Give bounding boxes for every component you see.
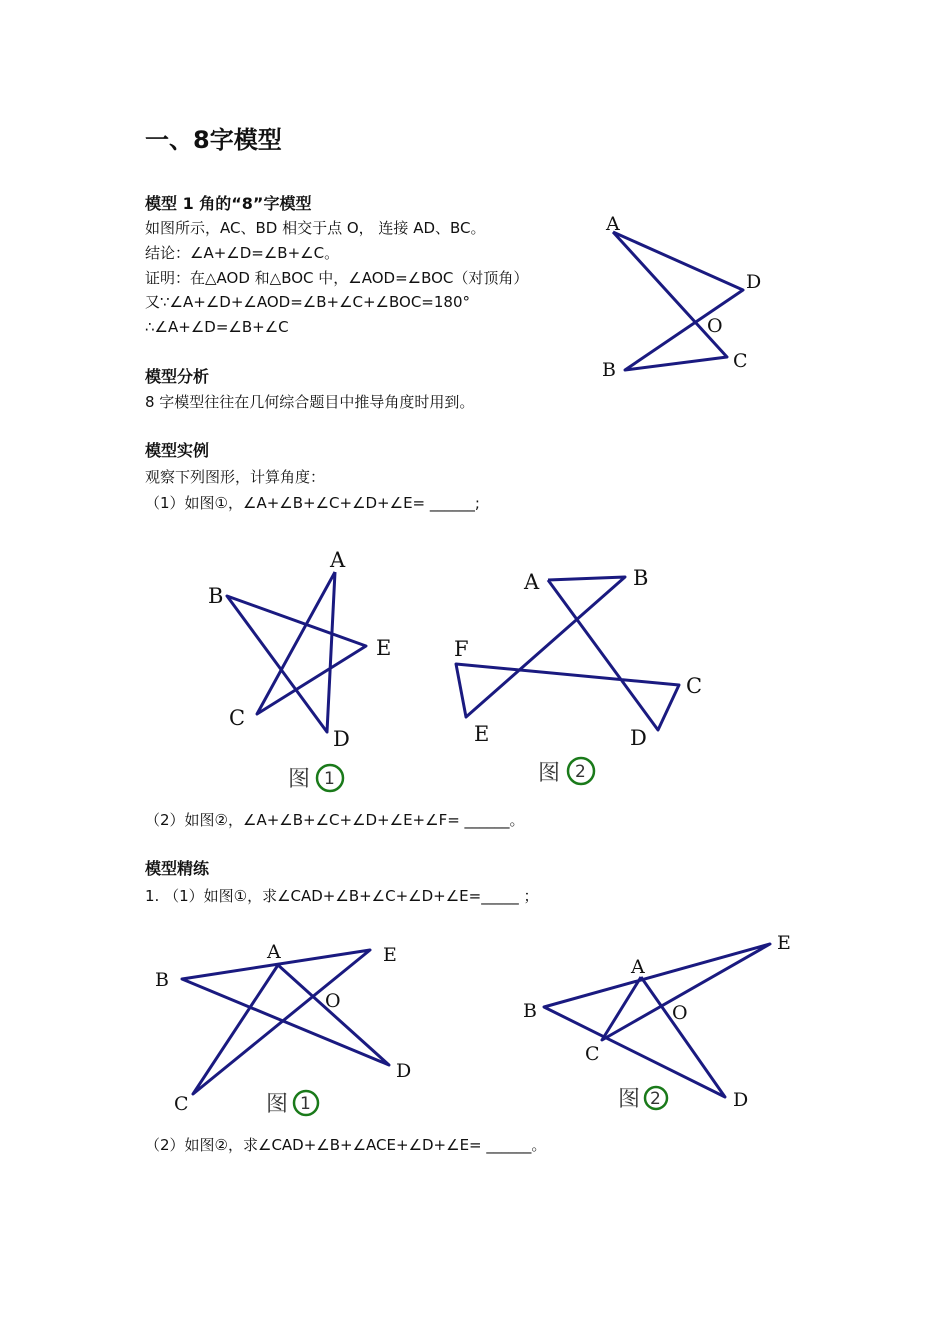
svg-text:O: O [325,990,341,1012]
svg-text:E: E [777,932,791,954]
svg-text:1: 1 [300,1094,311,1114]
example-question-2: （2）如图②，∠A+∠B+∠C+∠D+∠E+∠F= ______。 [145,811,525,829]
model1-line-2: 结论：∠A+∠D=∠B+∠C。 [145,244,340,262]
svg-text:2: 2 [650,1089,661,1109]
svg-text:E: E [383,944,397,966]
point-label-a: A [606,213,620,235]
point-label-c: C [733,350,748,372]
page-title: 一、8字模型 [145,126,282,154]
model1-heading: 模型 1 角的“8”字模型 [145,194,312,213]
svg-text:1: 1 [324,769,335,789]
svg-text:D: D [733,1089,749,1111]
model1-line-1: 如图所示，AC、BD 相交于点 O， 连接 AD、BC。 [145,219,486,237]
svg-text:E: E [376,636,392,660]
svg-text:C: C [585,1043,600,1065]
example-question-1: （1）如图①，∠A+∠B+∠C+∠D+∠E= ______; [145,494,480,512]
example-intro: 观察下列图形，计算角度： [145,468,326,486]
svg-text:E: E [474,722,490,746]
point-label-b: B [602,359,616,381]
model1-line-5: ∴∠A+∠D=∠B+∠C [145,318,289,336]
svg-text:F: F [454,637,469,661]
svg-text:A: A [267,941,281,963]
svg-text:B: B [155,969,169,991]
point-label-o: O [707,315,723,337]
svg-text:O: O [672,1002,688,1024]
svg-text:A: A [330,548,346,572]
practice-heading: 模型精练 [145,859,210,878]
svg-text:B: B [633,566,649,590]
figure-caption: 图 [288,767,311,792]
svg-text:D: D [630,726,647,750]
figure-caption: 图 [618,1087,641,1112]
svg-text:C: C [686,674,703,698]
model1-line-3: 证明：在△AOD 和△BOC 中，∠AOD=∠BOC（对顶角） [145,269,529,287]
svg-text:C: C [229,706,246,730]
svg-text:D: D [396,1060,412,1082]
analysis-text: 8 字模型往往在几何综合题目中推导角度时用到。 [145,393,475,411]
analysis-heading: 模型分析 [145,367,210,386]
svg-text:B: B [523,1000,537,1022]
point-label-d: D [746,271,762,293]
example-heading: 模型实例 [145,441,210,460]
svg-text:C: C [174,1093,189,1115]
svg-text:B: B [208,584,224,608]
svg-text:2: 2 [575,762,586,782]
figure-caption: 图 [266,1092,289,1117]
svg-text:A: A [524,570,540,594]
svg-text:A: A [631,956,645,978]
model1-line-4: 又∵∠A+∠D+∠AOD=∠B+∠C+∠BOC=180° [145,293,471,311]
figure-caption: 图 [538,761,561,786]
practice-question-2: （2）如图②，求∠CAD+∠B+∠ACE+∠D+∠E= ______。 [145,1136,547,1154]
svg-text:D: D [333,727,350,751]
practice-question-1: 1. （1）如图①，求∠CAD+∠B+∠C+∠D+∠E=_____ ； [145,887,539,905]
